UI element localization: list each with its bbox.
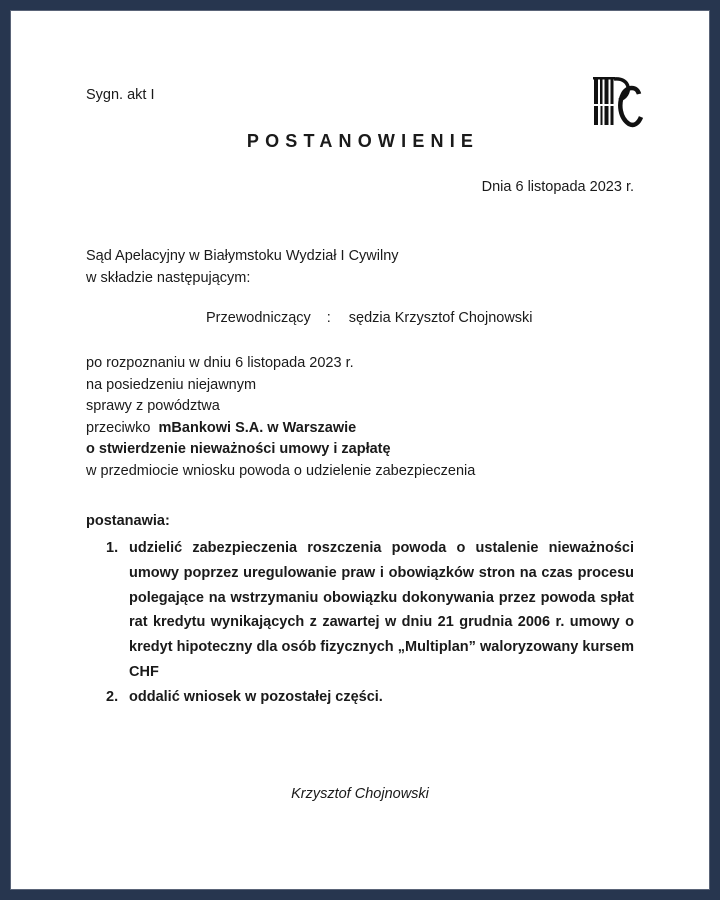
ruling-item <box>86 685 634 710</box>
pc-monogram-logo-icon <box>591 74 647 130</box>
composition-judge: sędzia Krzysztof Chojnowski <box>348 310 533 326</box>
ruling-number: 1. <box>106 540 119 556</box>
decides-label: postanawia: <box>86 513 170 529</box>
claim-subject: o stwierdzenie nieważności umowy i zapłatę <box>86 441 391 458</box>
proceedings-line-motion: w przedmiocie wniosku powoda o udzielenie zabezpieczenia <box>86 462 476 479</box>
court-composition <box>206 310 533 326</box>
proceedings-line-defendant <box>86 418 475 440</box>
proceedings-line-session: na posiedzeniu niejawnym <box>86 376 257 393</box>
court-composition-intro: w składzie następującym: <box>86 270 251 286</box>
document-title: POSTANOWIENIE <box>246 131 480 151</box>
defendant-prefix: przeciwko <box>86 419 151 436</box>
composition-separator: : <box>326 310 331 326</box>
ruling-item <box>86 536 634 685</box>
ruling-text: udzielić zabezpieczenia roszczenia powoda o ustalenie nieważności umowy poprzez uregulowanie praw i obowiązków stron na czas procesu polegające na wstrzymaniu obowiązku dokonywania przez powoda spłat rat kredytu wynikających z zawartej w dniu 21 grudnia 2006 r. umowy o kredyt hipoteczny dla osób fizycznych „Multiplan” waloryzowany kursem CHF <box>129 540 634 680</box>
composition-role: Przewodniczący <box>206 310 311 326</box>
judge-signature: Krzysztof Chojnowski <box>291 786 429 802</box>
proceedings-line-subject <box>86 439 475 461</box>
ruling-number: 2. <box>106 688 119 705</box>
rulings-list <box>86 536 634 710</box>
ruling-text: oddalić wniosek w pozostałej części. <box>129 688 383 705</box>
court-block <box>86 245 399 289</box>
proceedings-line-claim: sprawy z powództwa <box>86 398 220 415</box>
defendant-name: mBankowi S.A. w Warszawie <box>158 419 357 436</box>
case-signature: Sygn. akt I <box>86 87 155 103</box>
document-page <box>11 11 709 889</box>
court-name: Sąd Apelacyjny w Białymstoku Wydział I Cywilny <box>86 248 399 264</box>
proceedings-line-hearing-date: po rozpoznaniu w dniu 6 listopada 2023 r. <box>86 355 354 371</box>
proceedings-block <box>86 353 475 483</box>
document-date: Dnia 6 listopada 2023 r. <box>481 179 634 195</box>
